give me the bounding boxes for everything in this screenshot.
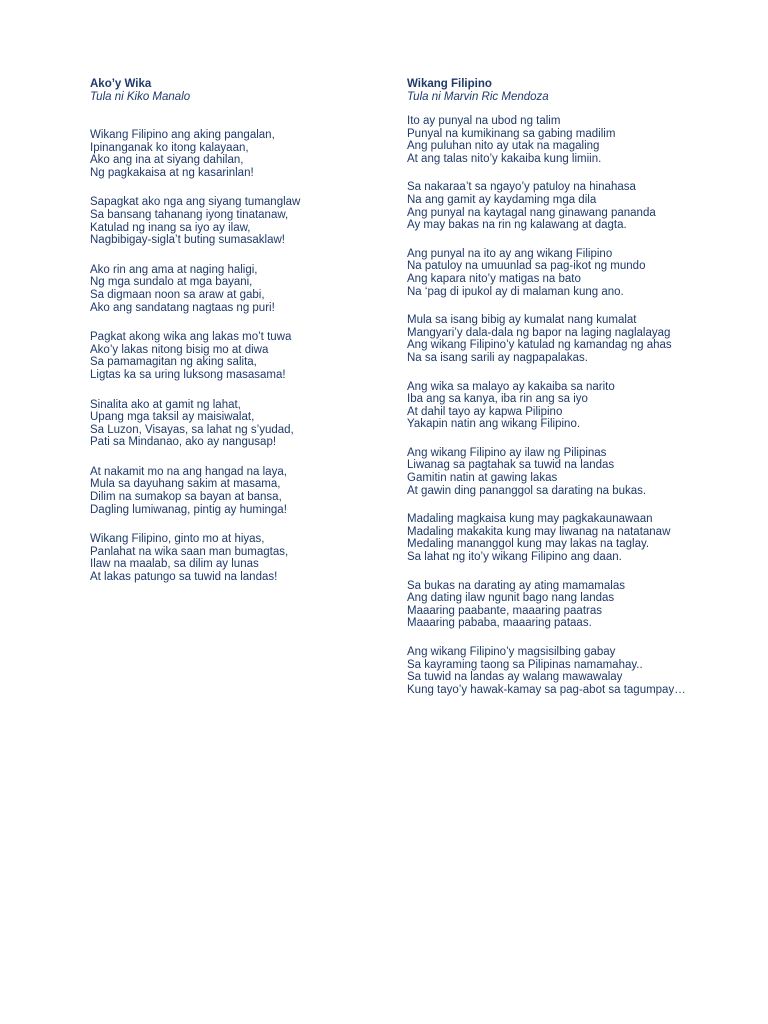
- poem-line: Madaling makakita kung may liwanag na natatanaw: [407, 525, 671, 538]
- poem-line: At ang talas nito’y kakaiba kung limiin.: [407, 152, 602, 165]
- poem-line: Ako ang sandatang nagtaas ng puri!: [90, 301, 275, 314]
- poem-line: At lakas patungo sa tuwid na landas!: [90, 571, 278, 584]
- stanza: [90, 331, 380, 381]
- poem-line: Na ang gamit ay kaydaming mga dila: [407, 193, 597, 206]
- stanza: [407, 580, 697, 630]
- stanza: [407, 447, 697, 497]
- poem-line: Sa Luzon, Visayas, sa lahat ng s’yudad,: [90, 423, 294, 436]
- poem-line: Sinalita ako at gamit ng lahat,: [90, 398, 241, 411]
- stanza: [407, 181, 697, 231]
- poem-line: Sa kayraming taong sa Pilipinas namamahay..: [407, 658, 643, 671]
- poem-line: At gawin ding pananggol sa darating na bukas.: [407, 484, 647, 497]
- poem-line: Ipinanganak ko itong kalayaan,: [90, 141, 249, 154]
- poem-line: Katulad ng inang sa iyo ay ilaw,: [90, 221, 251, 234]
- stanza: [407, 646, 697, 696]
- poem-line: Mula sa isang bibig ay kumalat nang kumalat: [407, 314, 637, 327]
- poem-line: Ako ang ina at siyang dahilan,: [90, 154, 244, 167]
- poem-line: Ang kapara nito’y matigas na bato: [407, 272, 581, 285]
- poem-line: Ang punyal na ito ay ang wikang Filipino: [407, 247, 613, 260]
- stanza: [407, 381, 697, 431]
- poem-line: Ako rin ang ama at naging haligi,: [90, 263, 258, 276]
- poem-line: Nagbibigay-sigla’t buting sumasaklaw!: [90, 234, 285, 247]
- poem-line: Medaling mananggol kung may lakas na taglay.: [407, 538, 650, 551]
- stanza: [407, 513, 697, 563]
- poem-line: Iba ang sa kanya, iba rin ang sa iyo: [407, 393, 588, 406]
- poem-line: Na patuloy na umuunlad sa pag-ikot ng mundo: [407, 260, 646, 273]
- poem-line: Gamitin natin at gawing lakas: [407, 472, 558, 485]
- poem-line: Liwanag sa pagtahak sa tuwid na landas: [407, 459, 615, 472]
- poem-line: Wikang Filipino ang aking pangalan,: [90, 129, 275, 141]
- poem-line: Ito ay punyal na ubod ng talim: [407, 115, 561, 127]
- stanza: [90, 399, 380, 449]
- poem-line: Upang mga taksil ay maisiwalat,: [90, 411, 255, 424]
- poem-line: Na ‘pag di ipukol ay di malaman kung ano.: [407, 285, 624, 298]
- right-poem-stanzas: [407, 115, 697, 696]
- poem-line: Dagling lumiwanag, pintig ay huminga!: [90, 503, 287, 516]
- poem-line: At dahil tayo ay kapwa Pilipino: [407, 405, 563, 418]
- poem-line: Ang wika sa malayo ay kakaiba sa narito: [407, 380, 615, 393]
- poem-line: Ang wikang Filipino’y magsisilbing gabay: [407, 646, 616, 658]
- poem-line: At nakamit mo na ang hangad na laya,: [90, 465, 287, 478]
- stanza: [90, 196, 380, 246]
- poem-line: Mula sa dayuhang sakim at masama,: [90, 478, 281, 491]
- poem-line: Na sa isang sarili ay nagpapalakas.: [407, 351, 588, 364]
- poem-line: Kung tayo’y hawak-kamay sa pag-abot sa tagumpay…: [407, 683, 686, 696]
- poem-line: Ako’y lakas nitong bisig mo at diwa: [90, 343, 269, 356]
- poem-line: Sa lahat ng ito’y wikang Filipino ang daan.: [407, 551, 622, 564]
- left-poem-title: Ako’y Wika: [90, 78, 152, 90]
- left-poem-stanzas: [90, 129, 380, 584]
- stanza: [407, 314, 697, 364]
- poem-line: Ng mga sundalo at mga bayani,: [90, 276, 253, 289]
- stanza: [407, 248, 697, 298]
- poem-line: Ilaw na maalab, sa dilim ay lunas: [90, 558, 259, 571]
- stanza: [90, 264, 380, 314]
- poem-line: Ay may bakas na rin ng kalawang at dagta.: [407, 219, 627, 232]
- poem-line: Ang wikang Filipino ay ilaw ng Pilipinas: [407, 446, 607, 459]
- stanza: [90, 533, 380, 583]
- poem-line: Sa digmaan noon sa araw at gabi,: [90, 288, 265, 301]
- right-poem-title: Wikang Filipino: [407, 78, 492, 90]
- right-poem: [407, 78, 697, 696]
- poem-line: Dilim na sumakop sa bayan at bansa,: [90, 491, 282, 504]
- poem-line: Pati sa Mindanao, ako ay nangusap!: [90, 436, 277, 449]
- poem-line: Sa pamamagitan ng aking salita,: [90, 356, 257, 369]
- poem-line: Ang punyal na kaytagal nang ginawang pananda: [407, 206, 656, 219]
- poem-line: Sapagkat ako nga ang siyang tumanglaw: [90, 196, 301, 209]
- left-poem-author: Tula ni Kiko Manalo: [90, 91, 191, 103]
- poem-line: Madaling magkaisa kung may pagkakaunawaan: [407, 513, 653, 526]
- poem-line: Punyal na kumikinang sa gabing madilim: [407, 127, 616, 140]
- poem-line: Pagkat akong wika ang lakas mo’t tuwa: [90, 331, 292, 344]
- poem-line: Ligtas ka sa uring luksong masasama!: [90, 368, 286, 381]
- poem-line: Yakapin natin ang wikang Filipino.: [407, 418, 581, 431]
- poem-line: Ng pagkakaisa at ng kasarinlan!: [90, 166, 254, 179]
- left-poem: [90, 78, 380, 584]
- stanza: [90, 466, 380, 516]
- poem-line: Ang puluhan nito ay utak na magaling: [407, 140, 600, 153]
- poem-line: Sa bukas na darating ay ating mamamalas: [407, 579, 625, 592]
- poem-line: Panlahat na wika saan man bumagtas,: [90, 545, 289, 558]
- poem-line: Maaaring pababa, maaaring pataas.: [407, 617, 592, 630]
- poem-line: Sa bansang tahanang iyong tinatanaw,: [90, 208, 289, 221]
- poem-line: Sa tuwid na landas ay walang mawawalay: [407, 671, 623, 684]
- poem-line: Maaaring paabante, maaaring paatras: [407, 604, 602, 617]
- stanza: [407, 115, 697, 165]
- poem-line: Wikang Filipino, ginto mo at hiyas,: [90, 533, 265, 546]
- poem-line: Ang wikang Filipino’y katulad ng kamandag ng ahas: [407, 339, 672, 352]
- poem-line: Mangyari’y dala-dala ng bapor na laging naglalayag: [407, 326, 671, 339]
- stanza: [90, 129, 380, 179]
- right-poem-author: Tula ni Marvin Ric Mendoza: [407, 91, 549, 103]
- poem-line: Ang dating ilaw ngunit bago nang landas: [407, 592, 615, 605]
- poem-line: Sa nakaraa’t sa ngayo’y patuloy na hinahasa: [407, 181, 636, 194]
